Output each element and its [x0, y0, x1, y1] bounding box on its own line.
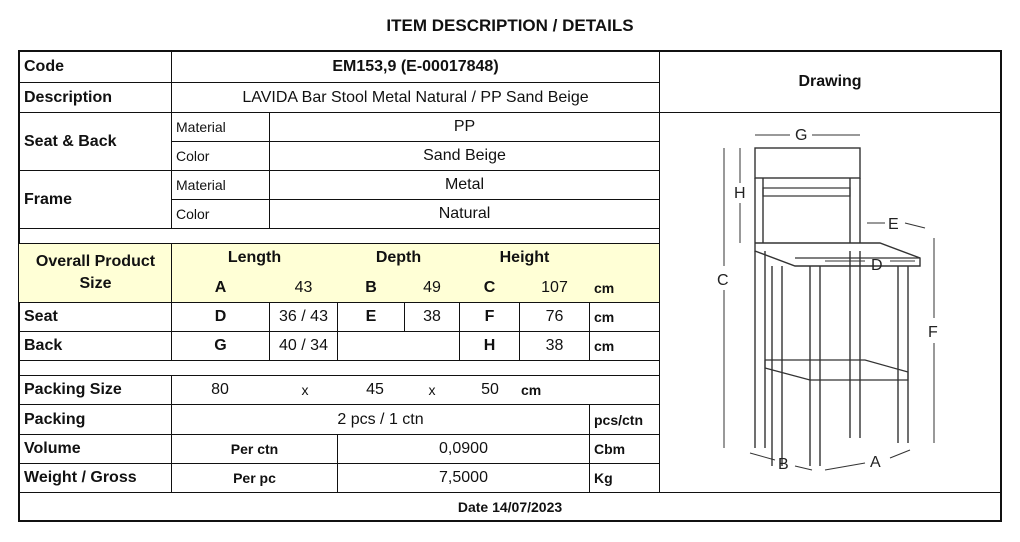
- overall-length-value: 43: [294, 278, 313, 296]
- overall-length-key: A: [214, 278, 227, 296]
- code-label: Code: [24, 58, 64, 75]
- dim-a-left: [825, 463, 865, 470]
- backrest-panel: [755, 148, 860, 178]
- packing-size-unit: cm: [521, 382, 542, 398]
- back-length-key: G: [214, 337, 227, 354]
- overall-depth-value: 49: [423, 278, 441, 296]
- length-header: Length: [227, 249, 282, 266]
- frame-color-value: Natural: [438, 205, 491, 222]
- packing-value: 2 pcs / 1 ctn: [337, 410, 424, 428]
- seat-size-label: Seat: [24, 308, 58, 325]
- overall-unit: cm: [594, 279, 615, 296]
- overall-height-value: 107: [541, 278, 568, 296]
- frame-color-label: Color: [176, 206, 210, 222]
- packing-size-label: Packing Size: [24, 381, 122, 398]
- dim-letter-b: B: [778, 456, 789, 473]
- dim-letter-a: A: [870, 454, 881, 471]
- seat-height-value: 76: [545, 308, 564, 325]
- seat-length-key: D: [214, 308, 227, 325]
- code-value: EM153,9 (E-00017848): [332, 58, 499, 75]
- back-height-value: 38: [545, 337, 564, 354]
- packing-size-x2: x: [428, 382, 436, 398]
- drawing-label: Drawing: [798, 73, 862, 90]
- dim-letter-c: C: [717, 272, 729, 289]
- seat-depth-key: E: [365, 308, 377, 325]
- weight-basis: Per pc: [233, 470, 276, 486]
- seat-material-value: PP: [453, 118, 476, 135]
- dim-letter-g: G: [795, 127, 808, 144]
- seat-top: [755, 243, 920, 266]
- overall-size-label-line2: Size: [79, 275, 112, 292]
- seat-depth-value: 38: [423, 308, 441, 325]
- page-title: ITEM DESCRIPTION / DETAILS: [386, 16, 634, 35]
- dim-letter-d: D: [871, 257, 883, 274]
- seat-back-label: Seat & Back: [24, 132, 117, 150]
- volume-label: Volume: [24, 440, 81, 457]
- weight-value: 7,5000: [439, 469, 488, 486]
- back-unit: cm: [594, 338, 615, 354]
- overall-depth-key: B: [365, 278, 377, 296]
- seat-color-label: Color: [176, 148, 210, 164]
- footrest: [765, 360, 908, 380]
- dim-letter-f: F: [928, 324, 938, 341]
- back-size-label: Back: [24, 337, 63, 354]
- description-label: Description: [24, 88, 113, 106]
- overall-size-label: [20, 244, 171, 302]
- dim-a-right: [890, 450, 910, 458]
- packing-label: Packing: [24, 410, 86, 428]
- seat-material-label: Material: [176, 119, 226, 135]
- dim-letter-h: H: [734, 185, 746, 202]
- depth-header: Depth: [375, 249, 422, 266]
- seat-color-value: Sand Beige: [423, 147, 506, 164]
- date-footer: Date 14/07/2023: [457, 498, 563, 515]
- packing-size-length: 80: [211, 381, 229, 398]
- volume-value: 0,0900: [439, 440, 488, 457]
- volume-unit: Cbm: [594, 441, 626, 457]
- dim-b-left: [750, 453, 775, 460]
- packing-unit: pcs/ctn: [594, 411, 644, 428]
- back-length-value: 40 / 34: [279, 337, 328, 354]
- packing-size-width: 45: [366, 381, 384, 398]
- bar-stool-drawing: [700, 118, 990, 488]
- seat-length-value: 36 / 43: [279, 308, 328, 325]
- dim-letter-e: E: [888, 216, 899, 233]
- weight-label: Weight / Gross: [24, 469, 137, 486]
- frame-material-value: Metal: [444, 176, 485, 193]
- packing-size-height: 50: [481, 381, 499, 398]
- seat-height-key: F: [484, 308, 495, 325]
- seat-unit: cm: [594, 309, 615, 325]
- volume-basis: Per ctn: [230, 441, 279, 457]
- description-value: LAVIDA Bar Stool Metal Natural / PP Sand Beige: [242, 88, 589, 106]
- overall-size-label-line1: Overall Product: [35, 253, 156, 270]
- dim-e-right: [905, 223, 925, 228]
- frame-material-label: Material: [176, 177, 226, 193]
- back-rail: [763, 188, 850, 196]
- dim-b-right: [795, 466, 812, 470]
- packing-size-x1: x: [301, 382, 309, 398]
- frame-label: Frame: [24, 190, 73, 208]
- height-header: Height: [499, 249, 550, 266]
- weight-unit: Kg: [594, 470, 613, 486]
- back-height-key: H: [483, 337, 496, 354]
- overall-height-key: C: [483, 278, 496, 296]
